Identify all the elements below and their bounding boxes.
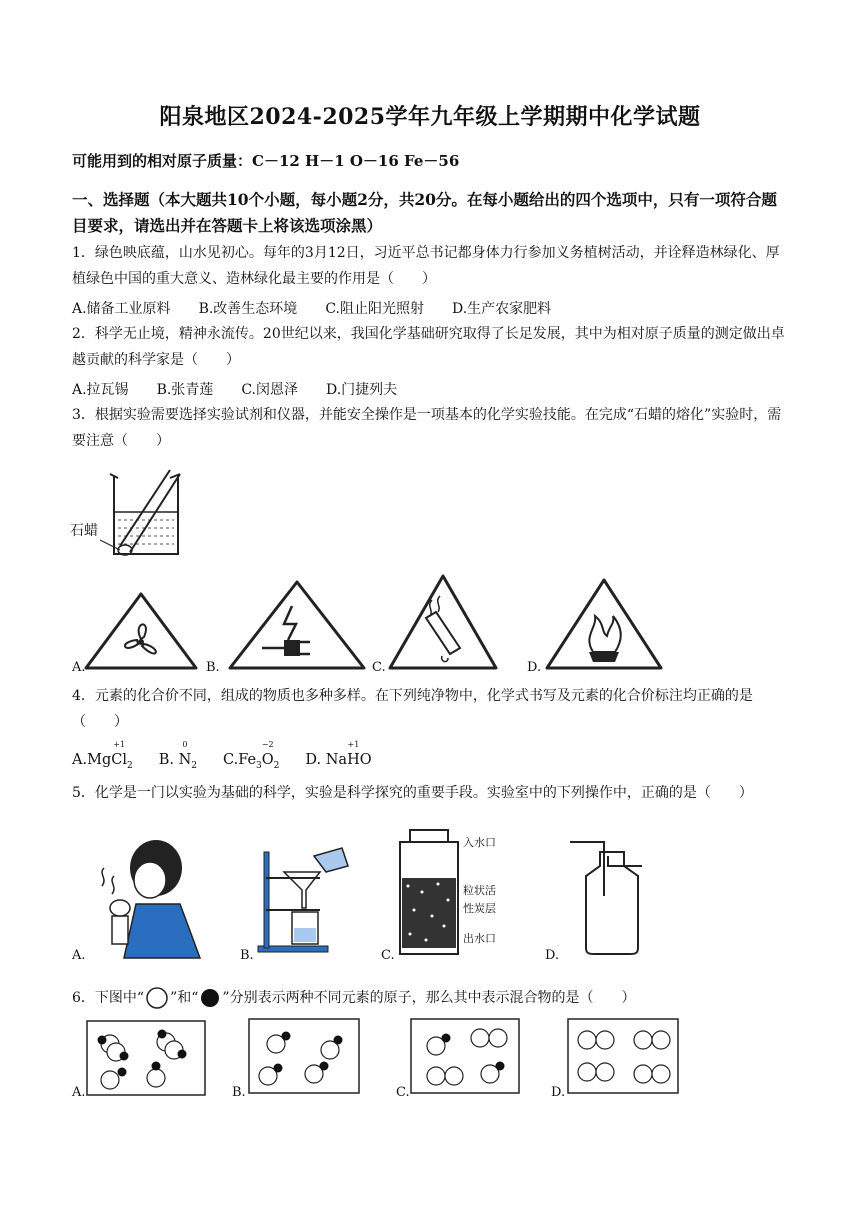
q6-option-b: B. — [232, 1085, 246, 1100]
hot-tube-warning-icon — [386, 572, 500, 672]
q3-option-b: B. — [206, 660, 220, 675]
formula-option-a: A.Mg +1 $Cl_2$ — [72, 740, 133, 771]
q3-option-d: D. — [527, 660, 542, 675]
q6-option-c: C. — [396, 1085, 410, 1100]
particle-box-b — [248, 1018, 360, 1094]
water-inlet-label: 入水口 — [463, 836, 496, 849]
formula-option-c: $C.Fe_3$ −2 $O_2$ — [223, 740, 280, 771]
water-outlet-label: 出水口 — [463, 932, 496, 945]
particle-box-c — [410, 1018, 520, 1094]
question-4-options — [72, 740, 372, 771]
flame-warning-icon — [543, 576, 665, 672]
page-title: 阳泉地区2024-2025学年九年级上学期期中化学试题 — [159, 104, 701, 130]
section-heading: 一、选择题（本大题共10个小题，每小题2分，共20分。在每小题给出的四个选项中，只有一项符合题目要求，请选出并在答题卡上将该选项涂黑） — [72, 190, 777, 235]
q5-option-d: D. — [545, 948, 560, 963]
question-5: 5．化学是一门以实验为基础的科学，实验是科学探究的重要手段。实验室中的下列操作中，正确的是（ ） — [72, 785, 753, 801]
q5-option-a: A. — [72, 948, 86, 963]
q5-option-b: B. — [240, 948, 254, 963]
option-a: A.拉瓦锡 — [72, 382, 129, 398]
filtration-figure — [254, 842, 354, 954]
carbon-layer-label-2: 性炭层 — [463, 902, 496, 915]
question-1-options — [72, 298, 551, 318]
question-2-options — [72, 379, 397, 399]
white-atom-icon — [144, 987, 170, 1009]
formula-option-d: D. Na +1 HO — [305, 740, 372, 768]
formula-option-b: B. 0 $N_2$ — [158, 740, 197, 771]
option-b: B.张青莲 — [156, 382, 214, 398]
question-6: 6．下图中“ ”和“ ”分别表示两种不同元素的原子，那么其中表示混合物的是（ ） — [72, 985, 792, 1011]
question-4: 4．元素的化合价不同，组成的物质也多种多样。在下列纯净物中，化学式书写及元素的化合价标注均正确的是（ ） — [72, 688, 753, 730]
option-d: D.门捷列夫 — [325, 382, 398, 398]
paraffin-label: 石蜡 — [70, 523, 98, 539]
q6-option-a: A. — [72, 1085, 86, 1100]
beaker-paraffin-figure — [70, 468, 200, 564]
fan-warning-icon — [82, 590, 200, 672]
carbon-layer-label-1: 粒状活 — [463, 884, 496, 897]
smelling-gas-figure — [84, 838, 206, 962]
carbon-filter-figure — [398, 826, 462, 956]
q3-option-a: A. — [72, 660, 86, 675]
particle-box-d — [567, 1018, 679, 1094]
option-c: C.闵恩泽 — [241, 382, 298, 398]
gas-bottle-figure — [568, 836, 648, 956]
atomic-mass-line: 可能用到的相对原子质量：C－12 H－1 O－16 Fe－56 — [72, 152, 460, 170]
particle-box-a — [86, 1020, 206, 1096]
electric-warning-icon — [226, 578, 368, 674]
option-b: B.改善生态环境 — [198, 301, 298, 317]
option-a: A.储备工业原料 — [72, 301, 171, 317]
question-2: 2．科学无止境，精神永流传。20世纪以来，我国化学基础研究取得了长足发展，其中为相对原子质量的测定做出卓越贡献的科学家是（ ） — [72, 326, 785, 368]
question-1: 1．绿色映底蕴，山水见初心。每年的3月12日，习近平总书记都身体力行参加义务植树活动，并诠释造林绿化、厚植绿色中国的重大意义、造林绿化最主要的作用是（ ） — [72, 245, 780, 287]
q3-option-c: C. — [372, 660, 386, 675]
black-atom-icon — [198, 988, 222, 1008]
question-3: 3．根据实验需要选择实验试剂和仪器，并能安全操作是一项基本的化学实验技能。在完成“石蜡的熔化”实验时，需要注意（ ） — [72, 407, 782, 449]
q5-option-c: C. — [381, 948, 395, 963]
option-d: D.生产农家肥料 — [451, 301, 552, 317]
q6-option-d: D. — [551, 1085, 566, 1100]
option-c: C.阻止阳光照射 — [325, 301, 424, 317]
